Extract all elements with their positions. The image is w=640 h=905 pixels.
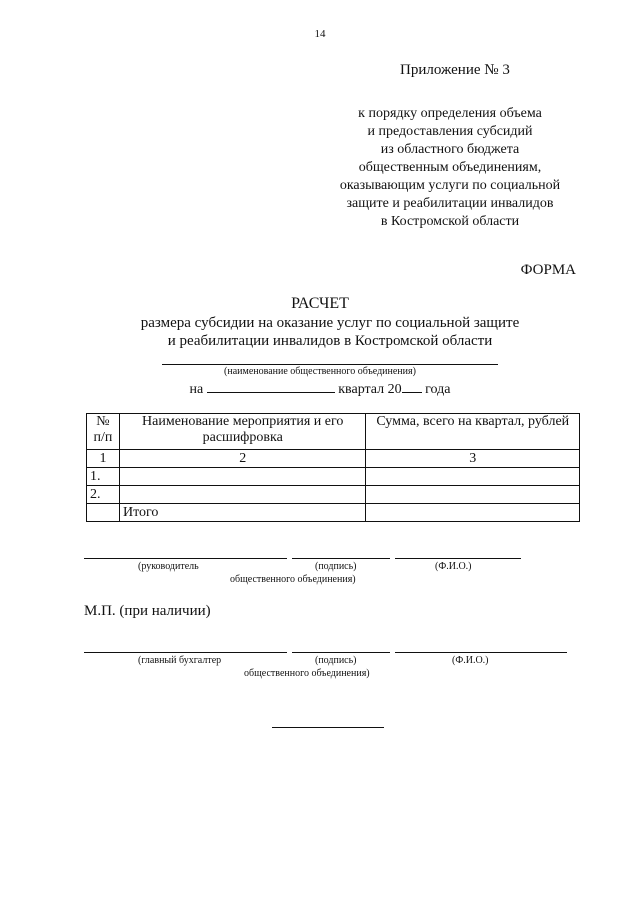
appendix-line: из областного бюджета xyxy=(380,142,520,157)
accountant-role-line xyxy=(84,652,287,653)
quarter-blank xyxy=(207,381,335,393)
accountant-name-line xyxy=(395,652,567,653)
header-activity: Наименование мероприятия и его расшифровка xyxy=(119,414,366,450)
period-line xyxy=(0,381,640,398)
form-label: ФОРМА xyxy=(520,262,576,278)
document-title: РАСЧЕТ xyxy=(291,295,349,312)
appendix-line: общественным объединениям, xyxy=(358,160,542,175)
accountant-sign-caption: (подпись) xyxy=(315,655,357,666)
table-cell xyxy=(119,468,366,486)
head-org-caption: общественного объединения) xyxy=(230,574,356,585)
accountant-org-caption: общественного объединения) xyxy=(244,668,370,679)
accountant-name-caption: (Ф.И.О.) xyxy=(452,655,489,666)
table-row xyxy=(87,468,580,486)
calculation-table xyxy=(86,413,580,522)
appendix-line: оказывающим услуги по социальной xyxy=(339,178,561,193)
subtitle-line: размера субсидии на оказание услуг по социальной защите xyxy=(140,315,520,331)
appendix-line: в Костромской области xyxy=(380,214,520,229)
table-row xyxy=(87,486,580,504)
appendix-title: Приложение № 3 xyxy=(400,62,510,78)
table-total-row xyxy=(87,504,580,522)
org-name-caption: (наименование общественного объединения) xyxy=(224,366,416,377)
header-number: № п/п xyxy=(87,414,120,450)
page-number: 14 xyxy=(314,28,326,40)
table-numbering-row xyxy=(87,450,580,468)
table-cell: 1. xyxy=(87,468,120,486)
period-middle: квартал 20 xyxy=(338,382,402,397)
head-role-caption: (руководитель xyxy=(138,561,199,572)
appendix-line: к порядку определения объема xyxy=(358,106,542,121)
document-subtitle xyxy=(120,314,540,350)
table-header-row xyxy=(87,414,580,450)
org-name-line xyxy=(162,364,498,365)
table-cell: 2. xyxy=(87,486,120,504)
seal-label: М.П. (при наличии) xyxy=(84,603,211,619)
table-cell xyxy=(87,504,120,522)
header-sum: Сумма, всего на квартал, рублей xyxy=(366,414,580,450)
table-cell xyxy=(366,504,580,522)
year-blank xyxy=(402,381,422,393)
accountant-role-caption: (главный бухгалтер xyxy=(138,655,222,666)
column-number: 2 xyxy=(119,450,366,468)
table-cell xyxy=(366,468,580,486)
appendix-line: и предоставления субсидий xyxy=(367,124,533,139)
total-label: Итого xyxy=(119,504,366,522)
subtitle-line: и реабилитации инвалидов в Костромской области xyxy=(167,333,493,349)
column-number: 3 xyxy=(366,450,580,468)
appendix-description xyxy=(300,105,600,231)
table-cell xyxy=(366,486,580,504)
head-role-line xyxy=(84,558,287,559)
head-name-line xyxy=(395,558,521,559)
head-sign-caption: (подпись) xyxy=(315,561,357,572)
column-number: 1 xyxy=(87,450,120,468)
period-prefix: на xyxy=(189,382,204,397)
head-name-caption: (Ф.И.О.) xyxy=(435,561,472,572)
table-cell xyxy=(119,486,366,504)
appendix-line: защите и реабилитации инвалидов xyxy=(346,196,554,211)
head-sign-line xyxy=(292,558,390,559)
period-suffix: года xyxy=(425,382,451,397)
closing-divider xyxy=(272,727,384,728)
accountant-sign-line xyxy=(292,652,390,653)
